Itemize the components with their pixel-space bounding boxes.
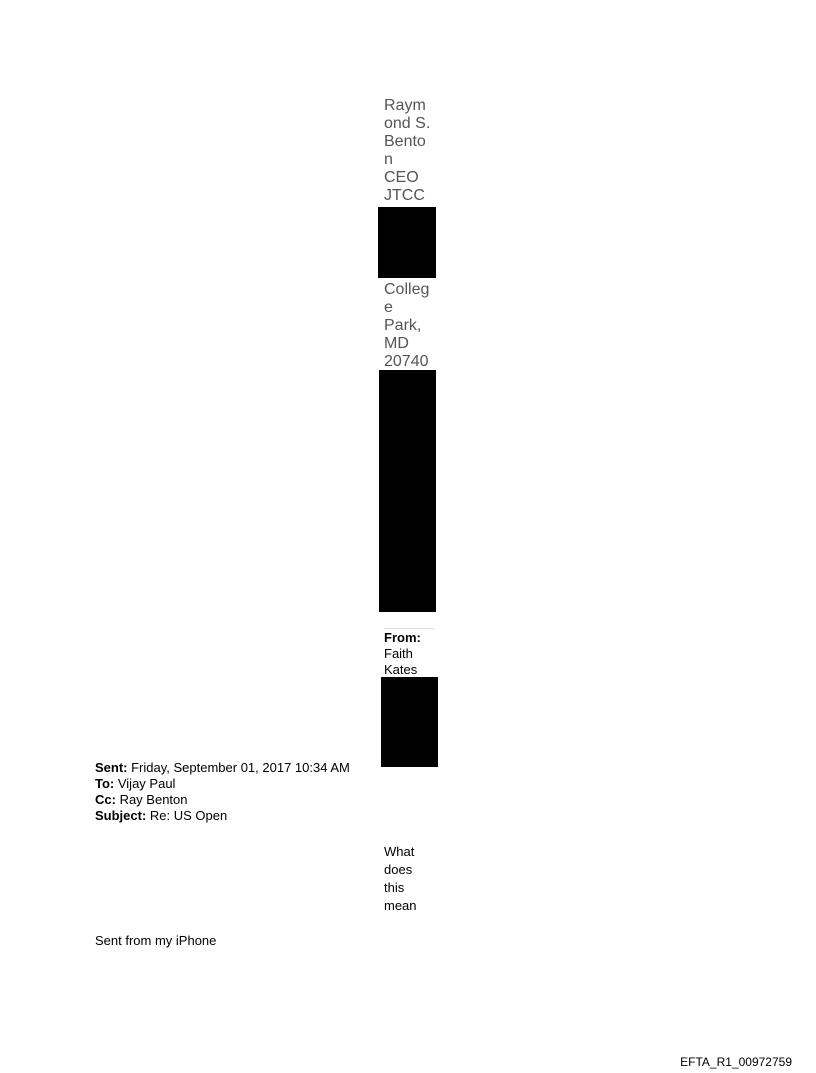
sent-from-signature: Sent from my iPhone — [95, 933, 217, 948]
cc-line — [95, 792, 188, 808]
sent-line — [95, 760, 350, 776]
to-value: Vijay Paul — [114, 776, 176, 791]
subject-label: Subject: — [95, 808, 147, 823]
document-id: EFTA_R1_00972759 — [680, 1055, 792, 1069]
cc-label: Cc: — [95, 792, 116, 807]
to-line — [95, 776, 175, 792]
from-name: Faith Kates — [384, 646, 418, 677]
signature-zip: 20740 — [384, 353, 429, 370]
to-label: To: — [95, 776, 115, 791]
subject-line — [95, 808, 227, 824]
sent-label: Sent: — [95, 760, 128, 775]
subject-value: Re: US Open — [146, 808, 228, 823]
signature-city: Colleg e Park, MD — [384, 281, 430, 352]
sent-value: Friday, September 01, 2017 10:34 AM — [127, 760, 350, 775]
divider — [384, 628, 434, 629]
redaction-block — [378, 207, 436, 278]
signature-title: CEO — [384, 169, 419, 186]
signature-org: JTCC — [384, 187, 425, 204]
from-label: From: — [384, 630, 421, 645]
signature-name: Raym ond S. Bento n — [384, 97, 431, 168]
redaction-block — [379, 370, 436, 612]
message-body: What does this mean — [384, 844, 417, 913]
redaction-block — [381, 677, 438, 767]
cc-value: Ray Benton — [115, 792, 188, 807]
